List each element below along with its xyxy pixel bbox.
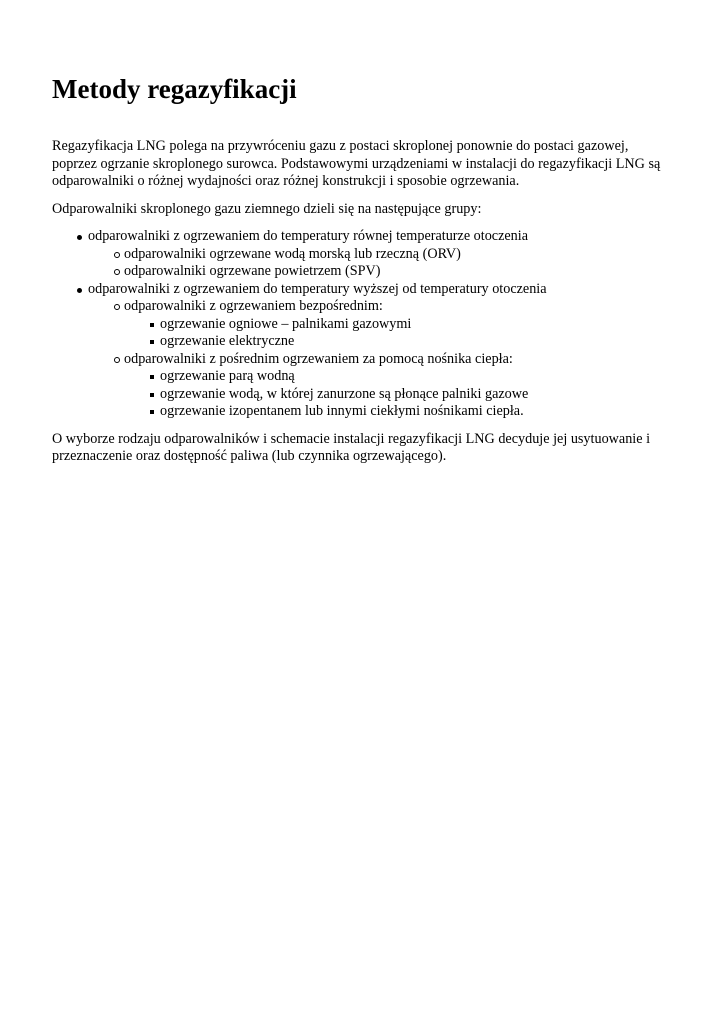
- list-item: [88, 298, 672, 351]
- list-item: [124, 386, 672, 404]
- list-item: [52, 228, 672, 281]
- list-item: [124, 333, 672, 351]
- list-item: [124, 368, 672, 386]
- list-item: [88, 263, 672, 281]
- bullet-disc-icon: [77, 235, 82, 240]
- list-item: [88, 246, 672, 264]
- list-item-text: odparowalniki ogrzewane wodą morską lub rzeczną (ORV): [124, 245, 461, 262]
- sublist: [88, 246, 672, 281]
- bullet-square-icon: [150, 340, 154, 344]
- document-body: [52, 138, 672, 476]
- bullet-square-icon: [150, 323, 154, 327]
- bullet-square-icon: [150, 393, 154, 397]
- sublist: [88, 298, 672, 421]
- list-item-text: odparowalniki z ogrzewaniem do temperatury wyższej od temperatury otoczenia: [88, 280, 547, 297]
- list-item: [124, 316, 672, 334]
- list-item-text: odparowalniki ogrzewane powietrzem (SPV): [124, 263, 381, 279]
- bullet-circle-icon: [114, 269, 120, 275]
- bullet-circle-icon: [114, 252, 120, 258]
- bullet-disc-icon: [77, 288, 82, 293]
- page-title: Metody regazyfikacji: [52, 74, 297, 104]
- list-item-text: ogrzewanie wodą, w której zanurzone są płonące palniki gazowe: [160, 385, 529, 402]
- list-item-text: ogrzewanie elektryczne: [160, 333, 295, 349]
- vaporizer-groups-list: [52, 228, 672, 421]
- sublist: [124, 316, 672, 351]
- bullet-circle-icon: [114, 357, 120, 363]
- intro-paragraph: Regazyfikacja LNG polega na przywróceniu gazu z postaci skroplonej ponownie do postaci gazowej, poprzez ogrzanie skroplonego surowca. Podstawowymi urządzeniami w instalacji do regazyfikacji LNG są odparowalniki o różnej wydajności oraz różnej konstrukcji i sposobie ogrzewania.: [52, 138, 661, 189]
- bullet-square-icon: [150, 410, 154, 414]
- bullet-square-icon: [150, 375, 154, 379]
- list-item: [88, 351, 672, 421]
- list-item-text: ogrzewanie parą wodną: [160, 368, 295, 384]
- list-item-text: ogrzewanie ogniowe – palnikami gazowymi: [160, 315, 412, 332]
- list-item-text: odparowalniki z ogrzewaniem bezpośrednim:: [124, 298, 383, 314]
- conclusion-paragraph: O wyborze rodzaju odparowalników i schemacie instalacji regazyfikacji LNG decyduje jej usytuowanie i przeznaczenie oraz dostępność paliwa (lub czynnika ogrzewającego).: [52, 430, 651, 464]
- bullet-circle-icon: [114, 304, 120, 310]
- list-item: [52, 281, 672, 421]
- list-item-text: odparowalniki z pośrednim ogrzewaniem za pomocą nośnika ciepła:: [124, 350, 513, 367]
- list-item: [124, 403, 672, 421]
- list-item-text: ogrzewanie izopentanem lub innymi ciekłymi nośnikami ciepła.: [160, 403, 524, 419]
- list-item-text: odparowalniki z ogrzewaniem do temperatury równej temperaturze otoczenia: [88, 228, 529, 244]
- sublist: [124, 368, 672, 421]
- groups-intro-paragraph: Odparowalniki skroplonego gazu ziemnego dzieli się na następujące grupy:: [52, 200, 482, 217]
